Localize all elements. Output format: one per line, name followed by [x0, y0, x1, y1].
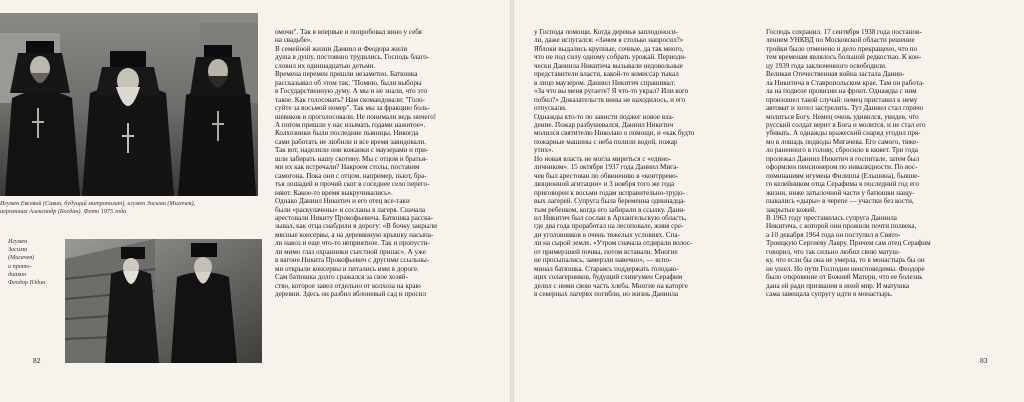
text-line: деревни. Здесь он разбил яблоневый сад и просил	[275, 290, 427, 299]
text-line: молиться Богу. Немец очень удивился, увидев, что	[766, 112, 919, 121]
caption-bottom	[8, 238, 64, 287]
caption-line: Игумен Евсевий (Савин, будущий митрополит), игумен Зосима (Мигачев),	[0, 200, 196, 207]
text-line: в северных лагерях погибли, но жизнь Даниила	[534, 290, 679, 299]
text-line: Великая Отечественная война застала Дании-	[766, 70, 905, 79]
text-line: омочи". Так я впервые и попробовал вино у себя	[275, 28, 422, 36]
text-line: Однажды кто-то по зависти поджег новое вла-	[534, 112, 675, 121]
text-line: шевиков и проголосовали. Не понимали ведь ничего!	[275, 112, 437, 121]
text-line: не ушел. Но пути Господни неисповедимы. Феодоре	[766, 264, 925, 273]
text-line: ство, которое завел отдельно от колхоза на краю	[275, 281, 421, 290]
text-line: жизни, ниже затылочной части у батюшки нащу-	[766, 188, 915, 197]
text-line: оформлен пенсионером по инвалидности. По вос-	[766, 163, 918, 172]
text-line: автомат и хотел застрелить. Тут Даниил стал горячо	[766, 104, 924, 113]
text-line: было откровение от Божией Матери, что ее болезнь	[766, 273, 923, 282]
text-line: шли забирать нашу скотину. Мы с отцом и братья-	[275, 154, 428, 163]
text-line: ми открыли консервы и питались ими в дороге.	[275, 264, 419, 273]
text-line: арестовали Никиту Прокофьевича. Батюшка расска-	[275, 213, 434, 222]
photo-two-monks	[65, 239, 262, 363]
text-line: пожарные машины с неба полили водой, пожар	[534, 137, 678, 146]
caption-line: Феодор Юдин	[8, 279, 46, 287]
text-line: Никитича, с которой они прожили почти полвека,	[766, 222, 917, 231]
text-line: «За что вы меня ругаете? Я что-то украл? Или кого	[534, 87, 689, 96]
page-number-right: 83	[980, 356, 988, 365]
caption-line: и прото-	[8, 262, 32, 270]
text-line: а 10 декабря 1964 года он поступил в Свято-	[766, 230, 901, 239]
text-line: от примерзшей почвы, потом вставали. Многие	[534, 247, 678, 256]
right-text-column-2	[766, 28, 992, 299]
text-line: Яблоки выдались крупные, сочные, да так много,	[534, 44, 684, 53]
caption-line: (Мигачев)	[8, 254, 35, 262]
text-line: тья лошадей и прочий скот в соседнее село перего-	[275, 180, 430, 189]
photo-three-monks-image	[0, 13, 258, 196]
text-line: Колхозники были последние пьяницы. Никогда	[275, 129, 419, 138]
text-line: были «раскулачены» и сосланы в лагеря. Сначала	[275, 205, 426, 214]
text-line: убивать. А однажды вражеский снаряд угодил пря-	[766, 129, 921, 138]
caption-line: диакон	[8, 270, 27, 278]
left-page	[0, 0, 510, 402]
caption-top	[0, 200, 262, 216]
text-line: в вагоне Никита Прокофьевич с другими ссыльны-	[275, 256, 430, 265]
text-line: Но новая власть не могла мириться с «едино-	[534, 154, 671, 163]
text-line: русский солдат верит в Бога и молится, и не стал его	[766, 120, 926, 129]
caption-line: Зосима	[8, 246, 28, 254]
text-line: поминаниям игумена Филиппа (Ельшина), бывше-	[766, 171, 920, 180]
text-line: закрытые кожей.	[766, 205, 817, 214]
text-line: лением УНКВД по Московской области решение	[766, 36, 915, 45]
text-line: словил их одиннадцатью детьми.	[275, 61, 376, 70]
text-line: в Государственную думу. А мы и не знали, что это	[275, 87, 428, 96]
text-line: отпускали.	[534, 104, 567, 113]
text-line: Времена перемен пришли незаметно. Батюшка	[275, 70, 418, 79]
text-line: щих солагерников, будущий схиигумен Серафим	[534, 273, 683, 282]
text-line: в лицо маузером. Даниил Никитич спрашивал:	[534, 78, 676, 87]
text-line: А потом пришли у нас изымать годами нажитое».	[275, 120, 426, 129]
text-line: побил?» Доказательств вины не находилось, и его	[534, 95, 686, 104]
photo-three-monks	[0, 13, 258, 196]
text-line: ли на сырой земле. «Утром сначала отдирали волос-	[534, 239, 693, 248]
text-line: тым ребенком, когда его забирали в ссылку. Дани-	[534, 205, 686, 214]
text-line: мо в лошадь подводы Мигачева. Его самого, тяже-	[766, 137, 919, 146]
text-line: Господь сохранил. 17 сентября 1938 года постанов-	[766, 28, 922, 36]
text-line: Троицкую Сергиеву Лавру. Причем сам отец Серафим	[766, 239, 931, 248]
text-line: дана ей ради призвания в иной мир. И матушка	[766, 281, 910, 290]
text-line: чев был арестован по обвинению в «контррево-	[534, 171, 678, 180]
text-line: няют. Какое-то время выкручивались».	[275, 188, 393, 197]
text-line: В 1963 году преставилась супруга Даниила	[766, 213, 897, 222]
text-line: рассказывал об этом так: "Помню, были выборы	[275, 78, 422, 87]
text-line: делил с ними свою часть хлеба. Многие на каторге	[534, 281, 688, 290]
text-line: вых лагерей. Супруга была беременна одиннадца-	[534, 197, 686, 206]
text-line: такое. Как голосовать? Нам скомандовали: "Голо-	[275, 95, 425, 104]
text-line: зывал, как отца снабдили в дорогу: «В бочку закрыли	[275, 222, 437, 231]
text-line: мясные консервы, а на деревянную крышку насыпа-	[275, 230, 434, 239]
text-line: утих».	[534, 146, 554, 155]
text-line: люционной агитации» и 3 ноября того же года	[534, 180, 675, 189]
text-line: Однако Даниил Никитич и его отец все-таки	[275, 197, 410, 206]
text-line: ли навоз и еще что-то неприятное. Так и пропусти-	[275, 239, 430, 248]
text-line: ми их как встречали? Накроем столы, поставим	[275, 163, 420, 172]
text-line: Так вот, наделили они кожанки с маузерами и при-	[275, 146, 429, 155]
photo-two-monks-image	[65, 239, 262, 363]
text-line: пывались «дыры» в черепе — участки без кости,	[766, 197, 914, 206]
text-line: ку, что если бы она не умерла, то в монастырь бы он	[766, 256, 925, 265]
text-line: ли мимо глаз охранники съестной припас». А уже	[275, 247, 426, 256]
text-line: самогона. Пока они с отцом, например, пьют, бра-	[275, 171, 427, 180]
left-text-column	[275, 28, 497, 299]
text-line: где два года проработал на лесоповале, живя сре-	[534, 222, 684, 231]
text-line: произошел такой случай: немец приставил к нему	[766, 95, 918, 104]
text-line: душа в душу, постоянно трудились. Господь благо-	[275, 53, 430, 62]
text-line: дение. Пожар разбушевался, Даниил Никитич	[534, 120, 674, 129]
text-line: го келейником отца Серафима в последний год его	[766, 180, 920, 189]
right-page	[514, 0, 1024, 402]
text-line: ди уголовников в очень тяжелых условиях. Спа-	[534, 230, 680, 239]
text-line: чески Даниила Никитича вызывали недовольные	[534, 61, 683, 70]
text-line: сами работать не любили и все время завидовали.	[275, 137, 426, 146]
text-line: ла Никитича в Ставропольском крае. Там он работа-	[766, 78, 925, 87]
text-line: ла на подвозе провизии на фронт. Однажды с ним	[766, 87, 917, 96]
text-line: молился святителю Николаю о помощи, и «как будто	[534, 129, 695, 138]
text-line: ли, даже испугался: «Зачем я столько напросил?»	[534, 36, 684, 45]
text-line: Сам батюшка долго сражался за свое хозяй-	[275, 273, 408, 282]
text-line: говорил, что так сильно любил свою матуш-	[766, 247, 901, 256]
text-line: на свадьбе».	[275, 36, 313, 45]
text-line: тем временам являлось большой редкостью. К кон-	[766, 53, 922, 62]
text-line: ло раненного в голову, сбросило в кювет. Три года	[766, 146, 918, 155]
text-line: личником». 15 октября 1937 года Даниил Мига-	[534, 163, 679, 172]
caption-line: иеромонах Александр (Богдан). Фото 1975 года	[0, 208, 127, 216]
text-line: тройки было отменено и дело прекращено, что по	[766, 44, 918, 53]
text-line: приговорен к восьми годам исправительно-трудо-	[534, 188, 685, 197]
page-number-left: 82	[33, 356, 41, 365]
caption-line: Игумен	[8, 238, 28, 245]
text-line: у Господа помощи. Когда деревья заплодоноси-	[534, 28, 678, 36]
text-line: ил Никитич был сослан в Архангельскую область,	[534, 213, 687, 222]
text-line: минал батюшка. Стараясь поддержать голодаю-	[534, 264, 679, 273]
text-line: представители власти, какой-то комиссар тыкал	[534, 70, 679, 79]
text-line: цу 1939 года заключенного освободили.	[766, 61, 887, 70]
text-line: суйте за восьмой номер". Так мы за фракцию боль-	[275, 104, 430, 113]
text-line: пролежал Даниил Никитич в госпитале, затем был	[766, 154, 920, 163]
text-line: В семейной жизни Даниил и Феодора жили	[275, 44, 408, 53]
text-line: не просыпались, замерзли навечно», — вспо-	[534, 256, 672, 265]
text-line: что не под силу одному собрать урожай. Периоди-	[534, 53, 687, 62]
text-line: сама завещала супругу идти в монастырь.	[766, 290, 893, 299]
right-text-column-1	[534, 28, 756, 299]
